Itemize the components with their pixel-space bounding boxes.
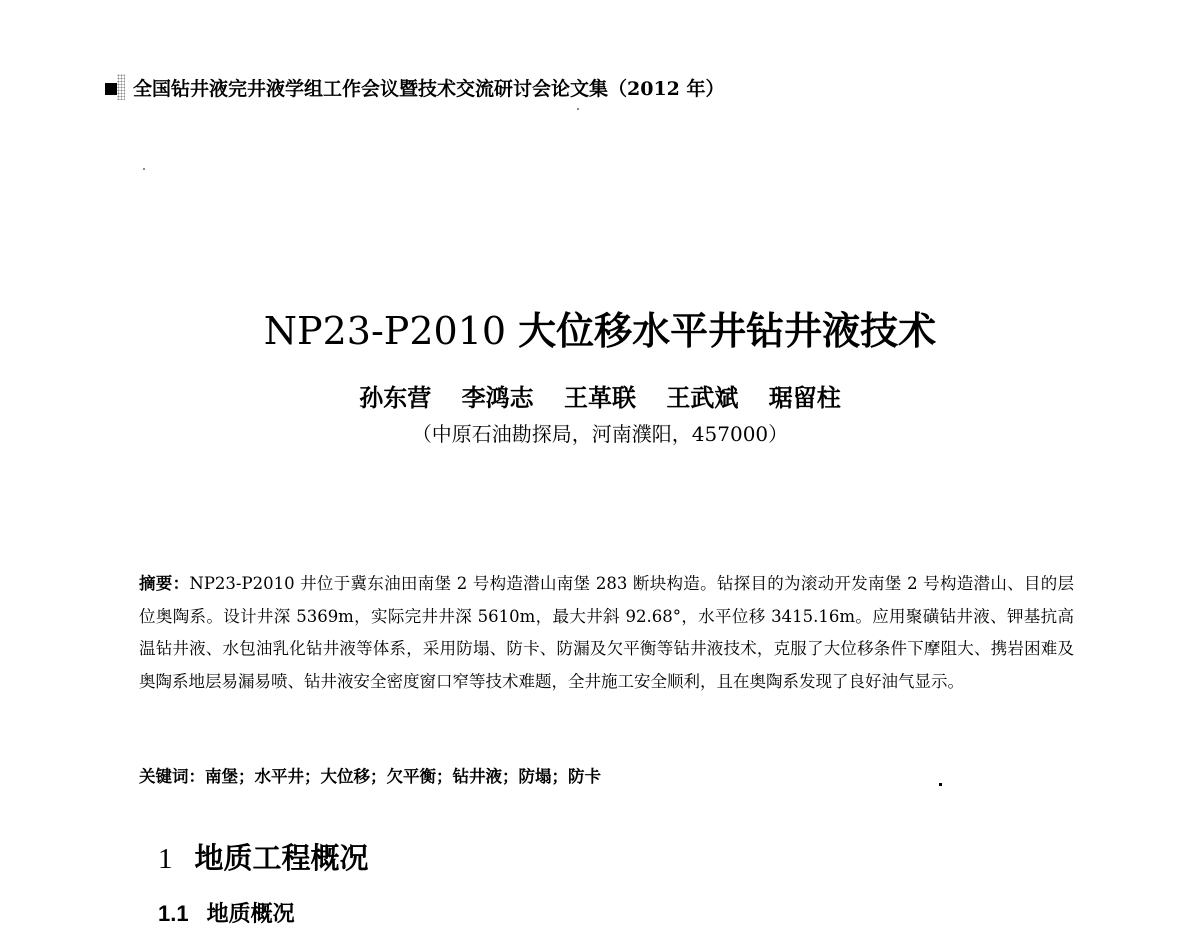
keywords-label: 关键词： <box>139 767 205 786</box>
scan-artifact <box>577 108 579 110</box>
paper-title-text: 大位移水平井钻井液技术 <box>518 309 937 353</box>
section-heading-1 <box>158 836 369 877</box>
author: 李鸿志 <box>461 383 534 412</box>
abstract <box>139 568 1074 698</box>
keywords-text: 南堡；水平井；大位移；欠平衡；钻井液；防塌；防卡 <box>205 767 601 786</box>
section-title: 地质工程概况 <box>194 841 369 875</box>
abstract-label: 摘要： <box>139 574 190 593</box>
section-title: 地质概况 <box>206 901 295 926</box>
scan-artifact <box>939 783 942 786</box>
affiliation: （中原石油勘探局，河南濮阳，457000） <box>411 422 789 446</box>
section-number: 1 <box>158 843 173 875</box>
author: 孙东营 <box>359 383 432 412</box>
section-number: 1.1 <box>158 901 189 926</box>
keywords <box>139 763 601 787</box>
author-list <box>0 378 1200 413</box>
author: 琚留柱 <box>768 383 841 412</box>
paper-title <box>0 300 1200 355</box>
abstract-text: NP23-P2010 井位于冀东油田南堡 2 号构造潜山南堡 283 断块构造。钻探目的为滚动开发南堡 2 号构造潜山、目的层位奥陶系。设计井深 5369m，实际完井井深 5610m，最大井斜 92.68°，水平位移 3415.16m。应用聚磺钻井液、钾基抗高温钻井液、水包油乳化钻井液等体系，采用防塌、防卡、防漏及欠平衡等钻井液技术，克服了大位移条件下摩阻大、携岩困难及奥陶系地层易漏易喷、钻井液安全密度窗口窄等技术难题，全井施工安全顺利，且在奥陶系发现了良好油气显示。 <box>139 574 1074 691</box>
section-heading-1-1 <box>158 897 295 928</box>
running-header <box>105 74 725 101</box>
author: 王武斌 <box>666 383 739 412</box>
paper-title-code: NP23-P2010 <box>263 309 519 353</box>
author: 王革联 <box>564 383 636 412</box>
running-header-text: 全国钻井液完井液学组工作会议暨技术交流研讨会论文集（2012 年） <box>133 78 725 100</box>
black-square-bullet-icon <box>105 78 121 98</box>
scan-artifact <box>143 168 145 170</box>
